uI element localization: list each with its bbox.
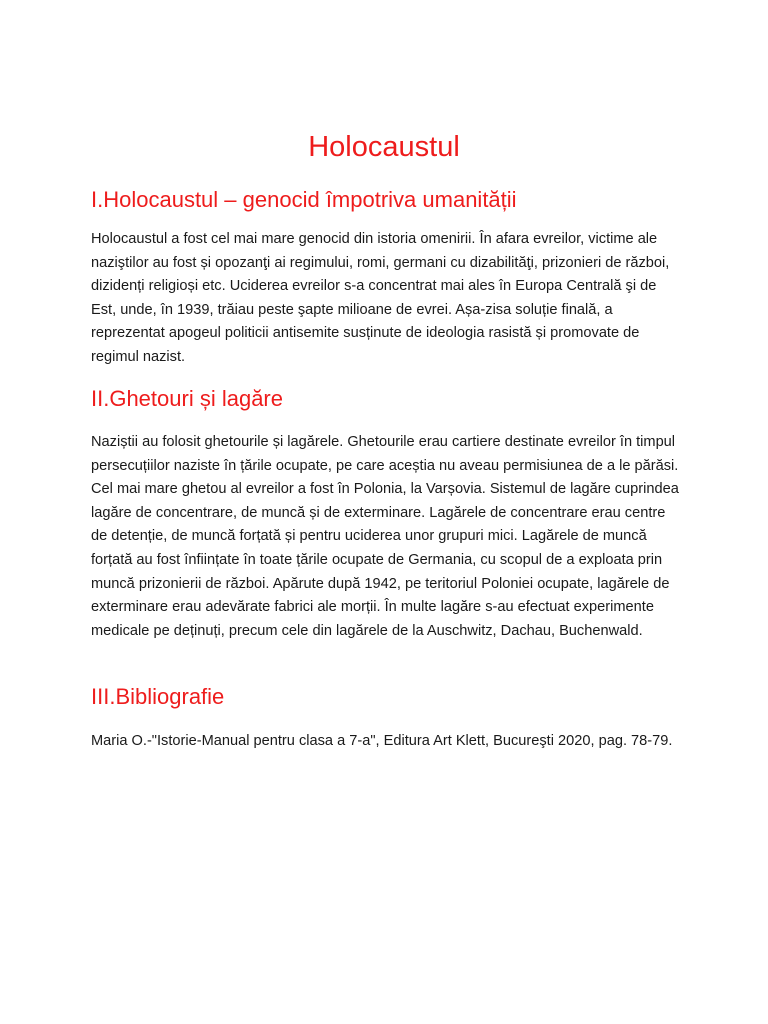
section-heading-ghettos: II.Ghetouri și lagăre	[91, 386, 283, 411]
section-body-genocide: Holocaustul a fost cel mai mare genocid din istoria omenirii. În afara evreilor, victime ale naziştilor au fost și opozanţi ai regimului, romi, germani cu dizabilităţi, prizonieri de război, dizidenți religioși etc. Uciderea evreilor s-a concentrat mai ales în Europa Centrală şi de Est, unde, în 1939, trăiau peste şapte milioane de evrei. Așa-zisa soluție finală, a reprezentat apogeul politicii antisemite susținute de ideologia rasistă și promovate de regimul nazist.	[91, 231, 670, 365]
section-body-ghettos: Naziștii au folosit ghetourile și lagărele. Ghetourile erau cartiere destinate evreilor în timpul persecuțiilor naziste în țările ocupate, pe care aceștia nu aveau permisiunea de a le părăsi. Cel mai mare ghetou al evreilor a fost în Polonia, la Varșovia. Sistemul de lagăre cuprindea lagăre de concentrare, de muncă și de exterminare. Lagărele de concentrare erau centre de detenție, de muncă forțată și pentru uciderea unor grupuri mici. Lagărele de muncă forțată au fost înființate în toate țările ocupate de Germania, cu scopul de a exploata prin muncă prizonierii de război. Apărute după 1942, pe teritoriul Poloniei ocupate, lagărele de exterminare erau adevărate fabrici ale morții. În multe lagăre s-au efectuat experimente medicale pe deținuți, precum cele din lagărele de la Auschwitz, Dachau, Buchenwald.	[91, 434, 679, 639]
section-body-bibliography: Maria O.-"Istorie-Manual pentru clasa a 7-a", Editura Art Klett, Bucureşti 2020, pag. 78-79.	[91, 733, 673, 749]
section-heading-bibliography: III.Bibliografie	[91, 684, 225, 709]
page-title: Holocaustul	[308, 131, 460, 163]
section-heading-genocide: I.Holocaustul – genocid împotriva umanității	[91, 187, 517, 212]
